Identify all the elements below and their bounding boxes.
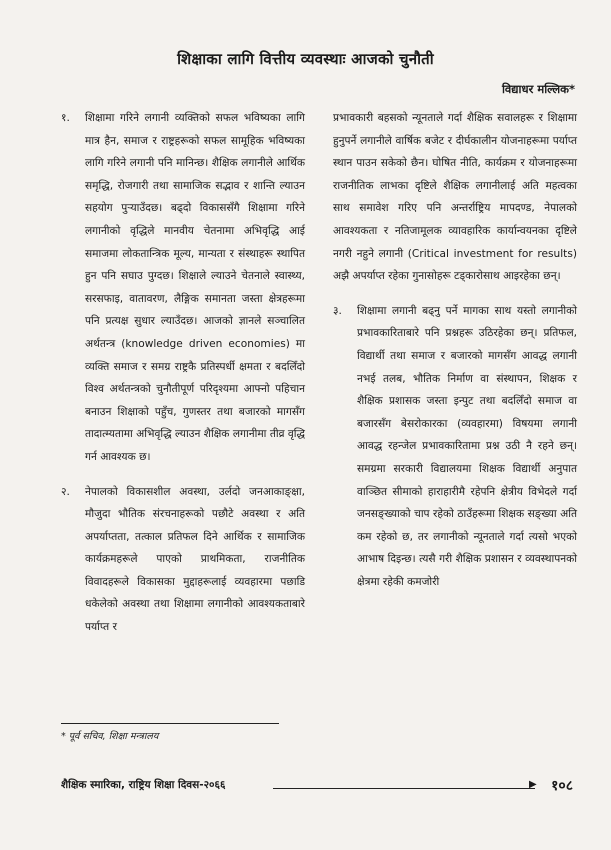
paragraph-text: प्रभावकारी बहसको न्यूनताले गर्दा शैक्षिक सवालहरू र शिक्षामा हुनुपर्ने लगानीले वार्षिक बजेट र दीर्घकालीन योजनाहरूमा पर्याप्त स्थान पाउन सकेको छैन। घोषित नीति, कार्यक्रम र योजनाहरूमा राजनीतिक लाभका दृष्टिले शैक्षिक लगानीलाई अति महत्वका साथ समावेश गरिए पनि अन्तर्राष्ट्रिय मापदण्ड, नेपालको आवश्यकता र नतिजामूलक व्यावहारिक कार्यान्वयनका दृष्टिले नगरी नहुने लगानी (Critical investment for results) अझै अपर्याप्त रहेका गुनासोहरू टड्कारोसाथ आइरहेका छन्। — [333, 112, 577, 283]
paragraph-text: नेपालको विकासशील अवस्था, उर्लदो जनआकाङ्क्षा, मौजुदा भौतिक संरचनाहरूको पछौटे अवस्था र अति अपर्याप्तता, तत्काल प्रतिफल दिने आर्थिक र सामाजिक कार्यक्रमहरूले पाएको प्राथमिकता, राजनीतिक विवादहरूले विकासका मुद्दाहरूलाई व्यवहारमा पछाडि धकेलेको अवस्था तथा शिक्षामा लगानीको आवश्यकताबारे पर्याप्त र — [85, 485, 305, 634]
paragraph-text: शिक्षामा गरिने लगानी व्यक्तिको सफल भविष्यका लागि मात्र हैन, समाज र राष्ट्रहरूको सफल सामूहिक भविष्यका लागि गरिने लगानी पनि मानिन्छ। शैक्षिक लगानीले आर्थिक समृद्धि, रोजगारी तथा सामाजिक सद्भाव र शान्ति ल्याउन सहयोग पुऱ्याउँदछ। बढ्दो विकाससँगै शिक्षामा गरिने लगानीको वृद्धिले मानवीय चेतनामा अभिवृद्धि आई समाजमा लोकतान्त्रिक मूल्य, मान्यता र संस्थाहरू स्थापित हुन पनि सघाउ पुग्दछ। शिक्षाले ल्याउने चेतनाले स्वास्थ्य, सरसफाइ, वातावरण, लैङ्गिक समानता जस्ता क्षेत्रहरूमा पनि प्रत्यक्ष सुधार ल्याउँदछ। आजको ज्ञानले सञ्चालित अर्थतन्त्र (knowledge driven economies) मा व्यक्ति समाज र समग्र राष्ट्रकै प्रतिस्पर्धी क्षमता र बदलिँदो विश्व अर्थतन्त्रको चुनौतीपूर्ण परिदृश्यमा आफ्नो पहिचान बनाउन शिक्षाको पहुँच, गुणस्तर तथा बजारको मागसँग तादात्म्यतामा अभिवृद्धि ल्याउन शैक्षिक लगानीमा तीव्र वृद्धि गर्न आवश्यक छ। — [85, 112, 305, 463]
article-author: विद्याधर मल्लिक* — [501, 82, 575, 96]
footnote: * पूर्व सचिव, शिक्षा मन्त्रालय — [61, 731, 159, 742]
paragraph-1 — [61, 107, 305, 469]
left-column — [61, 107, 305, 651]
paragraph-text: शिक्षामा लगानी बढ्नु पर्ने मागका साथ यस्तो लगानीको प्रभावकारिताबारे पनि प्रश्नहरू उठिरहेका छन्। प्रतिफल, विद्यार्थी तथा समाज र बजारको मागसँग आवद्ध लगानी नभई तलब, भौतिक निर्माण वा संस्थापन, शिक्षक र शैक्षिक प्रशासक जस्ता इन्पुट तथा बदलिँदो समाज वा बजारसँग बेसरोकारका (व्यवहारमा) विषयमा लगानी आवद्ध रहन्जेल प्रभावकारितामा प्रश्न उठी नै रहने छन्। समग्रमा सरकारी विद्यालयमा शिक्षक विद्यार्थी अनुपात वाञ्छित सीमाको हाराहारीमै रहेपनि क्षेत्रीय विभेदले गर्दा जनसङ्ख्याको चाप रहेको ठाउँहरूमा शिक्षक सङ्ख्या अति कम रहेको छ, तर लगानीको न्यूनताले गर्दा त्यसो भएको आभाष दिइन्छ। त्यसै गरी शैक्षिक प्रशासन र व्यवस्थापनको क्षेत्रमा रहेकी कमजोरी — [357, 304, 577, 588]
paragraph-2 — [61, 481, 305, 639]
paragraph-3 — [333, 300, 577, 594]
paragraph-number: ३. — [333, 304, 342, 317]
page-number: १०८ — [551, 778, 573, 794]
right-column — [333, 107, 577, 605]
footer-rule — [273, 788, 535, 789]
footnote-divider — [61, 723, 279, 724]
footer-publication: शैक्षिक स्मारिका, राष्ट्रिय शिक्षा दिवस-२०६६ — [61, 779, 226, 791]
footer-arrow-icon: ▶ — [529, 779, 537, 790]
page-footer — [61, 776, 573, 798]
paragraph-number: २. — [61, 485, 70, 498]
article-title: शिक्षाका लागि वित्तीय व्यवस्थाः आजको चुनौती — [177, 50, 434, 68]
paragraph-2-continued — [333, 107, 577, 288]
paragraph-number: १. — [61, 112, 70, 124]
